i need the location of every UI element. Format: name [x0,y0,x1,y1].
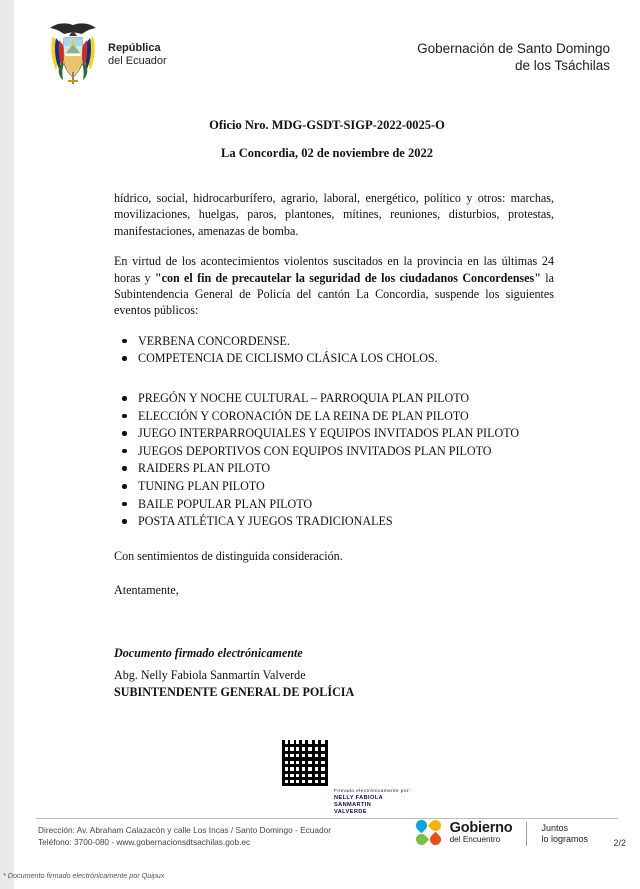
events-list-group-1 [114,333,554,367]
list-item: JUEGOS DEPORTIVOS CON EQUIPOS INVITADOS PLAN PILOTO [114,443,554,460]
list-item: RAIDERS PLAN PILOTO [114,460,554,477]
paragraph-2-pre: En virtud de los acontecimientos violentos suscitados en la provincia en las últimas 24 horas y [114,254,554,285]
list-item: POSTA ATLÉTICA Y JUEGOS TRADICIONALES [114,513,554,530]
signature-stamp-line-2: SANMARTIN [334,802,372,808]
logo-slogan [541,823,588,845]
signature-stamp-line-3: VALVERDE [334,809,367,815]
list-item: VERBENA CONCORDENSE. [114,333,554,350]
list-item: TUNING PLAN PILOTO [114,478,554,495]
republic-label [108,42,167,68]
paragraph-2-post: la Subintendencia General de Policía del cantón La Concordia, suspende los siguientes eventos públicos: [114,270,554,318]
footer-electronic-note: * Documento firmado electrónicamente por Quipux [3,871,165,880]
entity-title-line-1: Gobernación de Santo Domingo [417,41,610,56]
closing-line-2: Atentamente, [114,583,179,598]
list-item: ELECCIÓN Y CORONACIÓN DE LA REINA DE PLAN PILOTO [114,408,554,425]
paragraph-1: hídrico, social, hidrocarburífero, agrario, laboral, energético, político y otros: marchas, movilizaciones, huelgas, paros, plantones, mítines, reuniones, disturbios, protestas, manifestaciones, amenazas de bomba. [114,191,554,238]
document-body [114,190,554,701]
signature-note: Documento firmado electrónicamente [114,645,303,660]
footer-address-line-1: Dirección: Av. Abraham Calazacón y calle Los Incas / Santo Domingo - Ecuador [38,825,331,835]
signature-name: Abg. Nelly Fabiola Sanmartín Valverde [114,668,306,682]
oficio-number: Oficio Nro. MDG-GSDT-SIGP-2022-0025-O [209,118,445,132]
slogan-line-2: lo logramos [541,833,588,844]
republic-line-2: del Ecuador [108,55,167,67]
closing-line-1: Con sentimientos de distinguida consideración. [114,548,343,563]
footer-address [38,824,331,848]
electronic-signature-stamp [334,788,411,816]
signature-stamp-line-1: NELLY FABIOLA [334,795,384,801]
list-item: PREGÓN Y NOCHE CULTURAL – PARROQUIA PLAN PILOTO [114,390,554,407]
list-item: COMPETENCIA DE CICLISMO CLÁSICA LOS CHOLOS. [114,350,554,367]
list-spacer [114,368,554,390]
signature-role: SUBINTENDENTE GENERAL DE POLÍCIA [114,685,355,700]
signature-block [114,645,554,701]
logo-title: Gobierno [449,819,513,836]
events-list-group-2 [114,390,554,530]
page-number: 2/2 [613,838,626,848]
qr-code-image [282,740,328,786]
footer-divider [36,818,618,819]
footer-address-line-2: Teléfono: 3700-080 - www.gobernacionsdtsachilas.gob.ec [38,837,251,847]
document-sheet [14,0,640,889]
entity-title [417,40,610,74]
slogan-line-1: Juntos [541,822,568,833]
place-and-date: La Concordia, 02 de noviembre de 2022 [221,146,433,160]
logo-subtitle: del Encuentro [449,834,501,844]
logo-divider [526,822,527,846]
signature-stamp-header: Firmado electrónicamente por: [334,789,411,794]
document-header [14,18,640,96]
republic-line-1: República [108,42,161,54]
page-left-margin-strip [0,0,15,889]
government-logo-text [449,819,513,845]
pinwheel-icon [416,820,443,847]
paragraph-2 [114,253,554,319]
paragraph-2-bold: "con el fin de precautelar la seguridad de los ciudadanos Concordenses" [154,270,541,285]
list-item: BAILE POPULAR PLAN PILOTO [114,496,554,513]
coat-of-arms-icon [42,20,104,86]
entity-title-line-2: de los Tsáchilas [514,58,610,73]
government-logo [416,820,588,847]
list-item: JUEGO INTERPARROQUIALES Y EQUIPOS INVITADOS PLAN PILOTO [114,425,554,442]
